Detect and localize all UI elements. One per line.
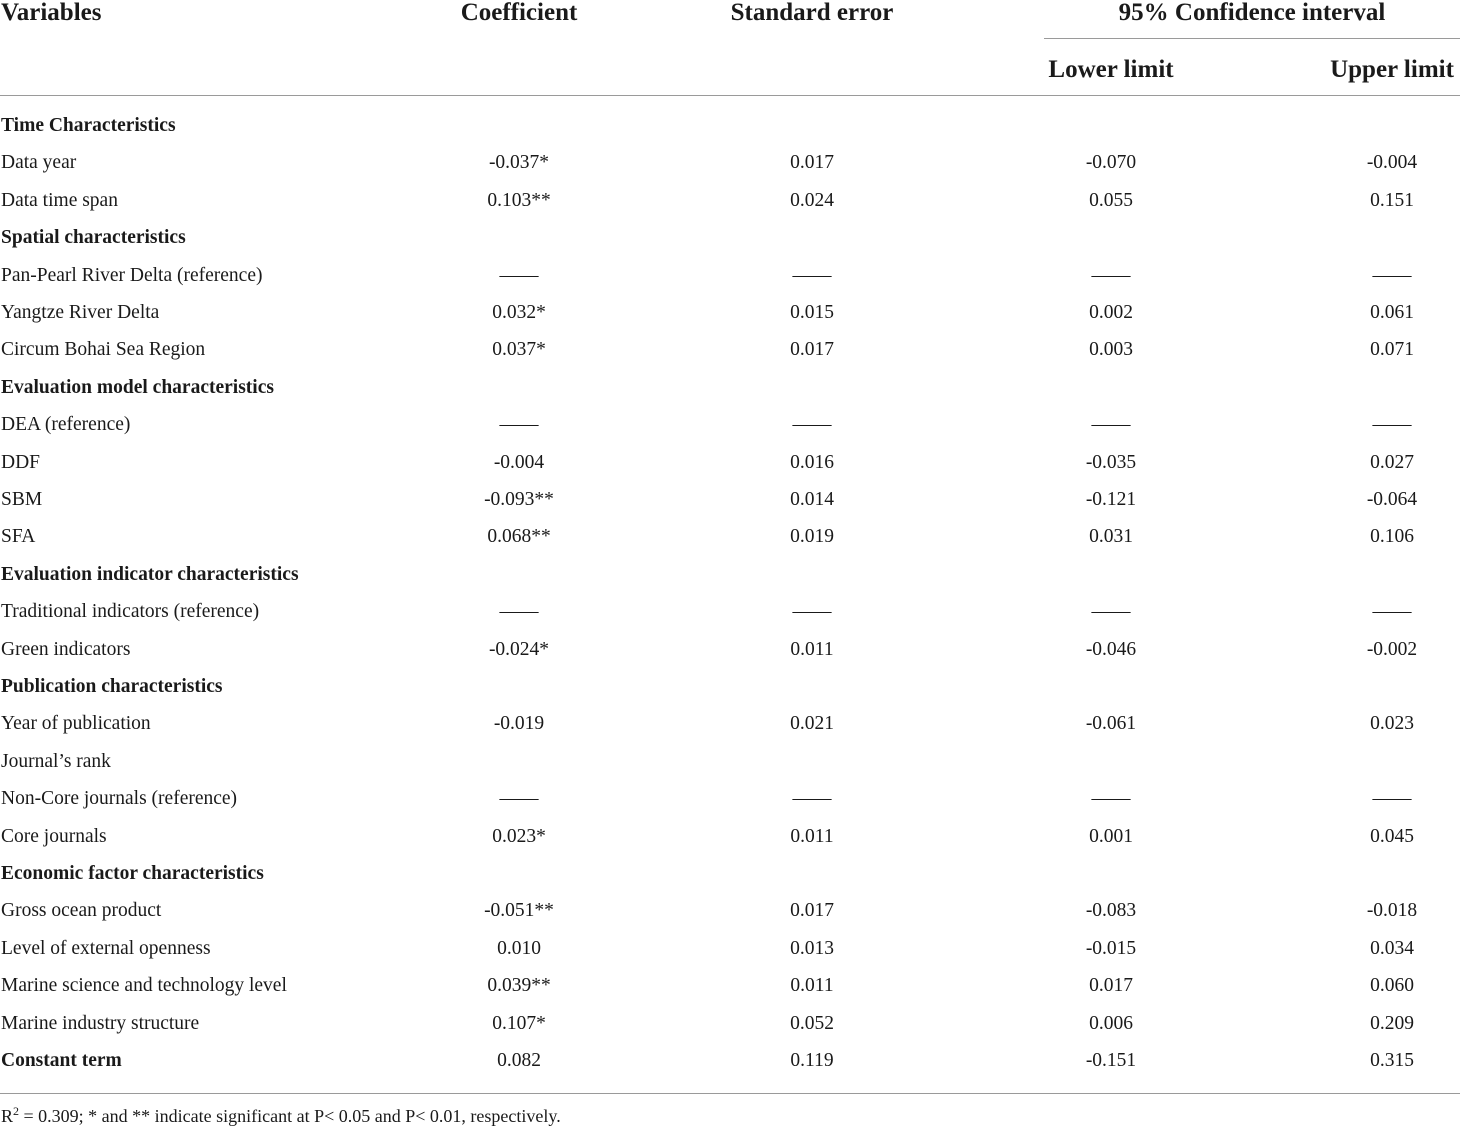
header-upper-limit: Upper limit (1330, 56, 1454, 83)
coefficient-cell: -0.051** (484, 900, 554, 922)
table-row (0, 294, 1460, 331)
table-row (0, 593, 1460, 630)
variable-cell: Non-Core journals (reference) (1, 788, 238, 810)
lower-limit-cell: -0.151 (1085, 1050, 1137, 1071)
coefficient-cell: —— (499, 264, 539, 286)
variable-cell: Spatial characteristics (1, 227, 186, 249)
lower-limit-cell: —— (1091, 788, 1131, 810)
upper-limit-cell: 0.045 (1370, 825, 1414, 847)
upper-limit-cell: —— (1372, 601, 1412, 623)
coefficient-cell: 0.107* (492, 1012, 546, 1034)
upper-limit-cell: 0.061 (1370, 302, 1414, 323)
coefficient-cell: 0.068** (487, 526, 551, 548)
standard-error-cell: —— (792, 414, 832, 436)
variable-cell: Publication characteristics (1, 676, 223, 697)
header-variables: Variables (1, 0, 102, 26)
lower-limit-cell: -0.035 (1085, 451, 1137, 473)
header-standard-error: Standard error (730, 0, 894, 26)
ci-subheader-rule (1044, 38, 1460, 39)
header-confidence-interval: 95% Confidence interval (1118, 0, 1386, 26)
standard-error-cell: 0.014 (790, 489, 834, 510)
table-row (0, 705, 1460, 742)
upper-limit-cell: 0.151 (1370, 189, 1414, 211)
standard-error-cell: 0.016 (790, 451, 834, 473)
lower-limit-cell: -0.015 (1085, 937, 1137, 959)
coefficient-cell: -0.004 (493, 451, 545, 473)
table-footnote (1, 1104, 561, 1128)
table-row (0, 1042, 1460, 1079)
variable-cell: Evaluation indicator characteristics (1, 563, 299, 585)
lower-limit-cell: —— (1091, 264, 1131, 286)
variable-cell: Circum Bohai Sea Region (1, 339, 206, 361)
upper-limit-cell: 0.209 (1370, 1012, 1414, 1034)
lower-limit-cell: 0.017 (1089, 975, 1133, 997)
variable-cell: Marine science and technology level (1, 975, 287, 997)
header-coefficient: Coefficient (460, 0, 578, 26)
table-row (0, 257, 1460, 294)
upper-limit-cell: 0.060 (1370, 975, 1414, 997)
lower-limit-cell: 0.003 (1089, 339, 1133, 361)
header-bottom-rule (0, 95, 1460, 96)
variable-cell: Gross ocean product (1, 900, 162, 922)
standard-error-cell: 0.119 (790, 1050, 834, 1071)
standard-error-cell: 0.017 (790, 339, 834, 361)
lower-limit-cell: —— (1091, 414, 1131, 436)
coefficient-cell: 0.103** (487, 189, 551, 211)
coefficient-cell: -0.024* (488, 638, 550, 660)
coefficient-cell: —— (499, 414, 539, 436)
header-lower-limit: Lower limit (1048, 56, 1174, 83)
coefficient-cell: 0.039** (487, 975, 551, 997)
standard-error-cell: 0.015 (790, 302, 834, 323)
standard-error-cell: 0.011 (790, 825, 834, 847)
lower-limit-cell: 0.055 (1089, 189, 1133, 211)
standard-error-cell: 0.021 (790, 713, 834, 735)
table-row (0, 406, 1460, 443)
upper-limit-cell: —— (1372, 414, 1412, 436)
section-header-row (0, 219, 1460, 256)
standard-error-cell: 0.017 (790, 152, 834, 174)
standard-error-cell: —— (792, 601, 832, 623)
variable-cell: Traditional indicators (reference) (1, 601, 260, 623)
variable-cell: Evaluation model characteristics (1, 376, 274, 398)
variable-cell: Time Characteristics (1, 115, 176, 136)
variable-cell: Pan-Pearl River Delta (reference) (1, 264, 263, 286)
coefficient-cell: -0.037* (488, 152, 550, 174)
lower-limit-cell: 0.001 (1089, 825, 1133, 847)
variable-cell: Green indicators (1, 638, 131, 660)
lower-limit-cell: —— (1091, 601, 1131, 623)
upper-limit-cell: 0.027 (1370, 451, 1414, 473)
variable-cell: Constant term (1, 1050, 122, 1071)
coefficient-cell: 0.023* (492, 825, 546, 847)
variable-cell: Data year (1, 152, 77, 174)
table-bottom-rule (0, 1093, 1460, 1094)
section-header-row (0, 369, 1460, 406)
upper-limit-cell: 0.023 (1370, 713, 1414, 735)
variable-cell: SBM (1, 489, 43, 510)
variable-cell: DEA (reference) (1, 414, 131, 436)
upper-limit-cell: 0.034 (1370, 937, 1414, 959)
variable-cell: Year of publication (1, 713, 151, 735)
table-row (0, 930, 1460, 967)
table-row (0, 1005, 1460, 1042)
variable-cell: Economic factor characteristics (1, 863, 264, 884)
upper-limit-cell: —— (1372, 264, 1412, 286)
coefficient-cell: —— (499, 788, 539, 810)
table-row (0, 331, 1460, 368)
table-row (0, 144, 1460, 181)
variable-cell: Level of external openness (1, 937, 211, 959)
standard-error-cell: 0.052 (790, 1012, 834, 1034)
lower-limit-cell: -0.070 (1085, 152, 1137, 174)
upper-limit-cell: 0.315 (1370, 1050, 1414, 1071)
table-row (0, 631, 1460, 668)
standard-error-cell: 0.013 (790, 937, 834, 959)
table-row (0, 481, 1460, 518)
footnote-r-symbol: R (1, 1106, 14, 1126)
table-row (0, 967, 1460, 1004)
table-row (0, 892, 1460, 929)
standard-error-cell: 0.017 (790, 900, 834, 922)
upper-limit-cell: -0.064 (1366, 489, 1418, 510)
coefficient-cell: -0.019 (493, 713, 545, 735)
variable-cell: DDF (1, 451, 41, 473)
lower-limit-cell: -0.083 (1085, 900, 1137, 922)
section-header-row (0, 556, 1460, 593)
standard-error-cell: —— (792, 264, 832, 286)
variable-cell: Journal’s rank (1, 750, 111, 772)
table-row (0, 182, 1460, 219)
lower-limit-cell: -0.061 (1085, 713, 1137, 735)
coefficient-cell: 0.010 (497, 937, 541, 959)
coefficient-cell: 0.032* (492, 302, 546, 323)
section-header-row (0, 855, 1460, 892)
table-row (0, 444, 1460, 481)
variable-cell: Marine industry structure (1, 1012, 200, 1034)
table-row (0, 780, 1460, 817)
table-row (0, 518, 1460, 555)
section-header-row (0, 107, 1460, 144)
variable-cell: Data time span (1, 189, 118, 211)
table-row (0, 818, 1460, 855)
upper-limit-cell: 0.106 (1370, 526, 1414, 548)
table-row (0, 743, 1460, 780)
lower-limit-cell: -0.121 (1085, 489, 1137, 510)
upper-limit-cell: -0.018 (1366, 900, 1418, 922)
footnote-text: = 0.309; * and ** indicate significant at P< 0.05 and P< 0.01, respectively. (19, 1106, 561, 1126)
footnote-r-exponent: 2 (13, 1104, 20, 1118)
coefficient-cell: 0.082 (497, 1050, 541, 1071)
section-header-row (0, 668, 1460, 705)
standard-error-cell: 0.011 (790, 638, 834, 660)
variable-cell: Core journals (1, 825, 107, 847)
standard-error-cell: 0.011 (790, 975, 834, 997)
standard-error-cell: 0.024 (790, 189, 834, 211)
upper-limit-cell: —— (1372, 788, 1412, 810)
lower-limit-cell: 0.006 (1089, 1012, 1133, 1034)
variable-cell: SFA (1, 526, 36, 548)
variable-cell: Yangtze River Delta (1, 302, 160, 323)
lower-limit-cell: 0.002 (1089, 302, 1133, 323)
coefficient-cell: -0.093** (484, 489, 554, 510)
standard-error-cell: —— (792, 788, 832, 810)
coefficient-cell: 0.037* (492, 339, 546, 361)
upper-limit-cell: 0.071 (1370, 339, 1414, 361)
coefficient-cell: —— (499, 601, 539, 623)
upper-limit-cell: -0.002 (1366, 638, 1418, 660)
standard-error-cell: 0.019 (790, 526, 834, 548)
lower-limit-cell: -0.046 (1085, 638, 1137, 660)
upper-limit-cell: -0.004 (1366, 152, 1418, 174)
lower-limit-cell: 0.031 (1089, 526, 1133, 548)
